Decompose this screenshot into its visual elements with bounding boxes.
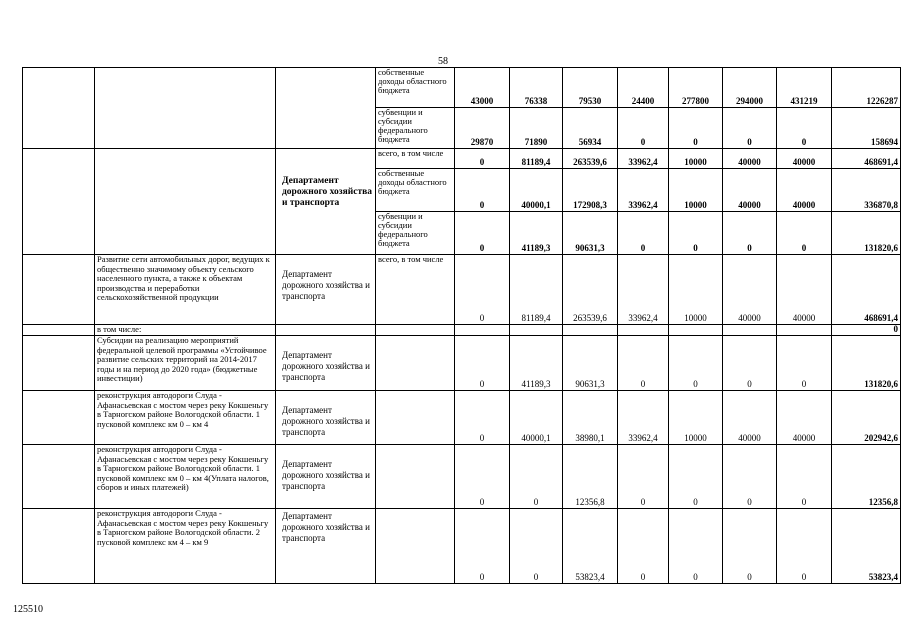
value-cell: 33962,4 bbox=[618, 149, 669, 169]
value-cell: 40000 bbox=[777, 255, 832, 325]
value-cell: 40000 bbox=[723, 149, 777, 169]
table-row bbox=[23, 445, 901, 509]
value-cell: 0 bbox=[455, 391, 510, 445]
value-cell: 33962,4 bbox=[618, 169, 669, 212]
event-name-cell: Развитие сети автомобильных дорог, ведущих к общественно значимому объекту сельского населенного пункта, а также к объектам производства и переработки сельскохозяйственной продукции bbox=[95, 255, 276, 325]
department-cell bbox=[276, 325, 376, 336]
value-cell: 0 bbox=[618, 509, 669, 584]
funding-source-cell: субвенции и субсидии федерального бюджета bbox=[376, 108, 455, 149]
empty-cell bbox=[23, 509, 95, 584]
value-cell: 0 bbox=[455, 445, 510, 509]
empty-cell bbox=[23, 149, 95, 255]
value-cell: 40000 bbox=[723, 169, 777, 212]
value-cell: 53823,4 bbox=[563, 509, 618, 584]
value-cell bbox=[723, 325, 777, 336]
department-cell: Департамент дорожного хозяйства и транспорта bbox=[276, 391, 376, 445]
value-cell bbox=[563, 325, 618, 336]
value-cell: 0 bbox=[618, 445, 669, 509]
value-cell: 33962,4 bbox=[618, 391, 669, 445]
value-cell: 0 bbox=[777, 445, 832, 509]
value-cell: 0 bbox=[669, 212, 723, 255]
empty-cell bbox=[23, 445, 95, 509]
empty-cell bbox=[23, 68, 95, 149]
value-cell: 40000 bbox=[777, 149, 832, 169]
value-cell: 0 bbox=[777, 336, 832, 391]
value-cell: 263539,6 bbox=[563, 149, 618, 169]
funding-source-cell: всего, в том числе bbox=[376, 255, 455, 325]
department-cell: Департамент дорожного хозяйства и транспорта bbox=[276, 149, 376, 255]
footer-code: 125510 bbox=[13, 604, 43, 615]
funding-source-cell: всего, в том числе bbox=[376, 149, 455, 169]
total-cell: 468691,4 bbox=[832, 255, 901, 325]
table-row bbox=[23, 391, 901, 445]
value-cell bbox=[455, 325, 510, 336]
value-cell: 0 bbox=[618, 336, 669, 391]
department-cell: Департамент дорожного хозяйства и транспорта bbox=[276, 336, 376, 391]
value-cell: 41189,3 bbox=[510, 336, 563, 391]
event-name-cell: реконструкция автодороги Слуда - Афанасьевская с мостом через реку Кокшеньгу в Тарногском районе Вологодской области. 1 пусковой комплекс км 0 – км 4(Уплата налогов, сборов и иных платежей) bbox=[95, 445, 276, 509]
value-cell: 81189,4 bbox=[510, 149, 563, 169]
value-cell: 10000 bbox=[669, 391, 723, 445]
department-cell: Департамент дорожного хозяйства и транспорта bbox=[276, 255, 376, 325]
empty-cell bbox=[23, 255, 95, 325]
value-cell: 0 bbox=[510, 509, 563, 584]
value-cell: 90631,3 bbox=[563, 212, 618, 255]
value-cell: 90631,3 bbox=[563, 336, 618, 391]
total-cell: 12356,8 bbox=[832, 445, 901, 509]
value-cell: 40000 bbox=[723, 391, 777, 445]
event-name-cell: в том числе: bbox=[95, 325, 276, 336]
total-cell: 1226287 bbox=[832, 68, 901, 108]
value-cell: 40000 bbox=[777, 391, 832, 445]
funding-source-cell bbox=[376, 509, 455, 584]
table-row bbox=[23, 255, 901, 325]
value-cell: 41189,3 bbox=[510, 212, 563, 255]
funding-source-cell bbox=[376, 325, 455, 336]
value-cell: 0 bbox=[777, 212, 832, 255]
event-name-cell: реконструкция автодороги Слуда - Афанасьевская с мостом через реку Кокшеньгу в Тарногском районе Вологодской области. 1 пусковой комплекс км 0 – км 4 bbox=[95, 391, 276, 445]
value-cell: 0 bbox=[723, 509, 777, 584]
total-cell: 158694 bbox=[832, 108, 901, 149]
table-row bbox=[23, 336, 901, 391]
value-cell: 40000,1 bbox=[510, 391, 563, 445]
department-cell: Департамент дорожного хозяйства и транспорта bbox=[276, 445, 376, 509]
value-cell: 0 bbox=[777, 108, 832, 149]
value-cell: 40000,1 bbox=[510, 169, 563, 212]
value-cell bbox=[618, 325, 669, 336]
value-cell: 0 bbox=[510, 445, 563, 509]
funding-source-cell bbox=[376, 391, 455, 445]
value-cell: 10000 bbox=[669, 169, 723, 212]
value-cell: 24400 bbox=[618, 68, 669, 108]
total-cell: 202942,6 bbox=[832, 391, 901, 445]
value-cell: 38980,1 bbox=[563, 391, 618, 445]
value-cell: 0 bbox=[455, 255, 510, 325]
total-cell: 468691,4 bbox=[832, 149, 901, 169]
value-cell: 0 bbox=[618, 212, 669, 255]
value-cell: 0 bbox=[669, 445, 723, 509]
department-cell: Департамент дорожного хозяйства и транспорта bbox=[276, 509, 376, 584]
empty-cell bbox=[95, 149, 276, 255]
value-cell: 0 bbox=[455, 149, 510, 169]
funding-source-cell bbox=[376, 336, 455, 391]
value-cell: 172908,3 bbox=[563, 169, 618, 212]
value-cell: 0 bbox=[723, 212, 777, 255]
value-cell: 0 bbox=[777, 509, 832, 584]
value-cell: 33962,4 bbox=[618, 255, 669, 325]
total-cell: 131820,6 bbox=[832, 336, 901, 391]
value-cell: 56934 bbox=[563, 108, 618, 149]
table-row bbox=[23, 325, 901, 336]
value-cell: 277800 bbox=[669, 68, 723, 108]
total-cell: 336870,8 bbox=[832, 169, 901, 212]
value-cell: 0 bbox=[723, 445, 777, 509]
total-cell: 0 bbox=[832, 325, 901, 336]
empty-cell bbox=[23, 336, 95, 391]
value-cell: 79530 bbox=[563, 68, 618, 108]
funding-source-cell: собственные доходы областного бюджета bbox=[376, 169, 455, 212]
value-cell: 0 bbox=[669, 108, 723, 149]
value-cell: 40000 bbox=[723, 255, 777, 325]
value-cell: 10000 bbox=[669, 149, 723, 169]
event-name-cell: реконструкция автодороги Слуда - Афанасьевская с мостом через реку Кокшеньгу в Тарногском районе Вологодской области. 2 пусковой комплекс км 4 – км 9 bbox=[95, 509, 276, 584]
value-cell: 40000 bbox=[777, 169, 832, 212]
value-cell: 0 bbox=[455, 212, 510, 255]
value-cell: 431219 bbox=[777, 68, 832, 108]
value-cell: 76338 bbox=[510, 68, 563, 108]
funding-source-cell bbox=[376, 445, 455, 509]
empty-cell bbox=[276, 68, 376, 149]
value-cell: 263539,6 bbox=[563, 255, 618, 325]
empty-cell bbox=[23, 391, 95, 445]
value-cell: 0 bbox=[618, 108, 669, 149]
budget-table bbox=[22, 67, 901, 584]
table-row bbox=[23, 149, 901, 169]
value-cell: 0 bbox=[455, 169, 510, 212]
funding-source-cell: субвенции и субсидии федерального бюджета bbox=[376, 212, 455, 255]
page-number: 58 bbox=[438, 56, 448, 67]
value-cell: 0 bbox=[669, 509, 723, 584]
funding-source-cell: собственные доходы областного бюджета bbox=[376, 68, 455, 108]
value-cell: 81189,4 bbox=[510, 255, 563, 325]
value-cell: 0 bbox=[723, 336, 777, 391]
table-row bbox=[23, 509, 901, 584]
value-cell bbox=[669, 325, 723, 336]
event-name-cell: Субсидии на реализацию мероприятий федеральной целевой программы «Устойчивое развитие сельских территорий на 2014-2017 годы и на период до 2020 года» (бюджетные инвестиции) bbox=[95, 336, 276, 391]
value-cell: 29870 bbox=[455, 108, 510, 149]
empty-cell bbox=[23, 325, 95, 336]
table-row bbox=[23, 68, 901, 108]
value-cell: 294000 bbox=[723, 68, 777, 108]
value-cell: 71890 bbox=[510, 108, 563, 149]
value-cell: 12356,8 bbox=[563, 445, 618, 509]
value-cell: 0 bbox=[669, 336, 723, 391]
value-cell: 0 bbox=[723, 108, 777, 149]
total-cell: 53823,4 bbox=[832, 509, 901, 584]
value-cell: 0 bbox=[455, 336, 510, 391]
total-cell: 131820,6 bbox=[832, 212, 901, 255]
value-cell bbox=[510, 325, 563, 336]
value-cell: 43000 bbox=[455, 68, 510, 108]
value-cell: 10000 bbox=[669, 255, 723, 325]
empty-cell bbox=[95, 68, 276, 149]
value-cell: 0 bbox=[455, 509, 510, 584]
value-cell bbox=[777, 325, 832, 336]
